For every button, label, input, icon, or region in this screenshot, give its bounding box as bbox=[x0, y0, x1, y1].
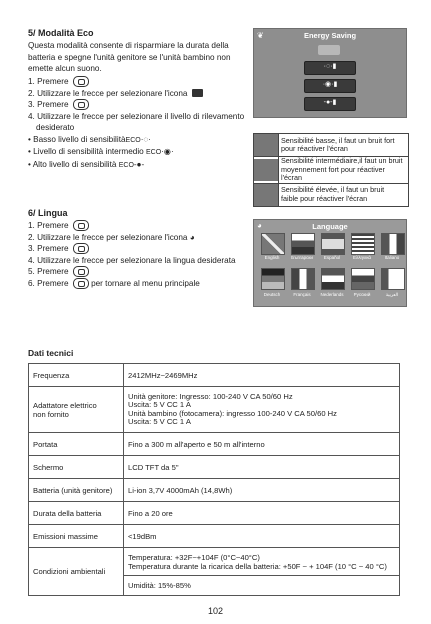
flag-es-icon bbox=[321, 233, 345, 255]
sensitivity-low-icon bbox=[254, 134, 278, 156]
sensitivity-high-icon: -●- bbox=[133, 159, 145, 169]
table-cell: moyennement fort pour réactiver l'écran bbox=[281, 164, 385, 182]
eco-intro-line: emette alcun suono. bbox=[28, 64, 102, 73]
tech-key: Schermo bbox=[29, 456, 124, 479]
tech-value bbox=[124, 548, 400, 576]
lingua-heading: 6/ Lingua bbox=[28, 208, 68, 218]
sensitivity-mid-icon bbox=[254, 159, 278, 181]
language-label: Español bbox=[323, 255, 341, 260]
lingua-step-6-rest: per tornare al menu principale bbox=[91, 278, 200, 288]
ok-button-icon bbox=[73, 99, 89, 110]
language-label: Nederlands bbox=[320, 292, 344, 297]
eco-option-low: ·◌·▮ bbox=[304, 61, 356, 75]
tech-value-line: Unità bambino (fotocamera): ingresso 100-240 V CA 50/60 Hz bbox=[128, 408, 337, 418]
language-label: English bbox=[264, 255, 280, 260]
language-label: Français bbox=[293, 292, 311, 297]
flag-ru-icon bbox=[351, 268, 375, 290]
eco-option-high: -●-▮ bbox=[304, 97, 356, 111]
ok-button-icon bbox=[73, 266, 89, 277]
table-cell: Sensibilité élevée, il faut un bruit bbox=[281, 185, 385, 194]
table-cell: pour réactiver l'écran bbox=[281, 144, 348, 153]
tech-value bbox=[124, 387, 400, 433]
flag-nl-icon bbox=[321, 268, 345, 290]
eco-level-off-icon bbox=[318, 45, 340, 55]
flag-de-icon bbox=[261, 268, 285, 290]
table-row bbox=[254, 134, 409, 157]
sensitivity-low-icon: ·◌· bbox=[140, 134, 152, 144]
sensitivity-high-icon bbox=[254, 184, 278, 206]
tech-heading: Dati tecnici bbox=[28, 348, 74, 358]
tech-value-line: Uscita: 5 V CC 1 A bbox=[128, 417, 191, 426]
leaf-icon: ❦ bbox=[257, 31, 264, 40]
language-label: العربية bbox=[385, 292, 399, 297]
sensitivity-table bbox=[253, 133, 409, 207]
tech-value: Fino a 20 ore bbox=[124, 502, 400, 525]
lingua-step-6: 6. Premere bbox=[28, 278, 69, 288]
tech-value-line: Uscita: 5 V CC 1 A bbox=[128, 400, 191, 409]
table-row bbox=[29, 387, 400, 433]
tech-value: Fino a 300 m all'aperto e 50 m all'interno bbox=[124, 433, 400, 456]
eco-step-4: 4. Utilizzare le frecce per selezionare il livello di rilevamento bbox=[28, 111, 245, 121]
eco-intro bbox=[28, 40, 231, 75]
language-label: Български bbox=[291, 255, 313, 260]
tech-value: 2412MHz~2469MHz bbox=[124, 364, 400, 387]
tech-key: Emissioni massime bbox=[29, 525, 124, 548]
flag-fr-icon bbox=[291, 268, 315, 290]
eco-bullet-low: • Basso livello di sensibilità bbox=[28, 134, 126, 144]
globe-icon: ◕ bbox=[189, 232, 195, 242]
ok-button-icon bbox=[73, 243, 89, 254]
eco-label: ECO bbox=[125, 136, 141, 144]
table-row bbox=[29, 456, 400, 479]
table-cell: faible pour réactiver l'écran bbox=[281, 193, 368, 203]
eco-step-4-cont: desiderato bbox=[36, 123, 75, 132]
tech-key: Batteria (unità genitore) bbox=[29, 479, 124, 502]
back-button-icon bbox=[73, 278, 89, 289]
eco-intro-line: batteria e spegne l'unità genitore se l'unità bambino non bbox=[28, 52, 231, 62]
table-row bbox=[254, 157, 409, 184]
eco-intro-line: Questa modalità consente di risparmiare la durata della bbox=[28, 41, 229, 50]
flag-it-icon bbox=[381, 233, 405, 255]
eco-bullet-mid: • Livello di sensibilità intermedio bbox=[28, 147, 144, 156]
lingua-step-5: 5. Premere bbox=[28, 267, 69, 276]
language-label: Deutsch bbox=[263, 292, 281, 297]
tech-key: Adattatore elettrico non fornito bbox=[29, 387, 124, 433]
globe-icon: ◕ bbox=[257, 221, 262, 230]
language-label: Italiano bbox=[384, 255, 400, 260]
ok-button-icon bbox=[73, 76, 89, 87]
tech-key: Frequenza bbox=[29, 364, 124, 387]
tech-value: LCD TFT da 5" bbox=[124, 456, 400, 479]
language-title: Language bbox=[312, 222, 348, 231]
table-row bbox=[29, 502, 400, 525]
eco-menu-icon bbox=[192, 89, 203, 97]
language-screen bbox=[253, 219, 407, 307]
table-row bbox=[254, 183, 409, 206]
flag-bg-icon bbox=[291, 233, 315, 255]
flag-uk-icon bbox=[261, 233, 285, 255]
flag-ar-icon bbox=[381, 268, 405, 290]
eco-step-2: 2. Utilizzare le frecce per selezionare l'icona bbox=[28, 88, 188, 98]
tech-value: Li-ion 3,7V 4000mAh (14,8Wh) bbox=[124, 479, 400, 502]
lingua-step-3: 3. Premere bbox=[28, 244, 69, 253]
eco-option-mid: ·◉·▮ bbox=[304, 79, 356, 93]
lingua-step-2: 2. Utilizzare le frecce per selezionare l'icona bbox=[28, 232, 188, 242]
table-cell: Sensibilité intermédiaire,il faut un bruit bbox=[281, 156, 403, 165]
table-row bbox=[29, 525, 400, 548]
tech-key: Durata della batteria bbox=[29, 502, 124, 525]
energy-saving-screen bbox=[253, 28, 407, 118]
tech-value-line: Unità genitore: Ingresso: 100-240 V CA 50/60 Hz bbox=[128, 391, 293, 401]
page-number: 102 bbox=[207, 606, 224, 616]
eco-step-1: 1. Premere bbox=[28, 77, 69, 86]
eco-heading: 5/ Modalità Eco bbox=[28, 28, 94, 38]
table-row bbox=[29, 479, 400, 502]
ok-button-icon bbox=[73, 220, 89, 231]
language-label: Русский bbox=[353, 292, 371, 297]
eco-label: ECO bbox=[146, 149, 162, 156]
table-row bbox=[29, 433, 400, 456]
tech-table bbox=[28, 363, 400, 596]
tech-value: Umidità: 15%-85% bbox=[124, 576, 400, 596]
tech-value-line: Temperatura: +32F~+104F (0°C~40°C) bbox=[128, 552, 260, 562]
table-cell: Sensibilité basse, il faut un bruit fort bbox=[281, 135, 395, 145]
eco-step-3: 3. Premere bbox=[28, 100, 69, 109]
lingua-step-1: 1. Premere bbox=[28, 221, 69, 230]
language-label: Ελληνικά bbox=[352, 255, 372, 260]
eco-steps bbox=[28, 76, 244, 171]
eco-bullet-high: • Alto livello di sensibilità bbox=[28, 159, 117, 169]
lingua-step-4: 4. Utilizzare le frecce per selezionare la lingua desiderata bbox=[28, 255, 236, 265]
tech-key: Condizioni ambientali bbox=[29, 548, 124, 596]
table-row bbox=[29, 548, 400, 576]
tech-value-line: Temperatura durante la ricarica della batteria: +50F ~ + 104F (10 °C ~ 40 °C) bbox=[128, 561, 387, 571]
energy-saving-title: Energy Saving bbox=[303, 31, 357, 40]
flag-gr-icon bbox=[351, 233, 375, 255]
lingua-steps bbox=[28, 220, 236, 289]
sensitivity-mid-icon: ·◉· bbox=[161, 147, 174, 156]
table-row bbox=[29, 364, 400, 387]
tech-value: <19dBm bbox=[124, 525, 400, 548]
eco-label: ECO bbox=[118, 161, 134, 169]
tech-key: Portata bbox=[29, 433, 124, 456]
